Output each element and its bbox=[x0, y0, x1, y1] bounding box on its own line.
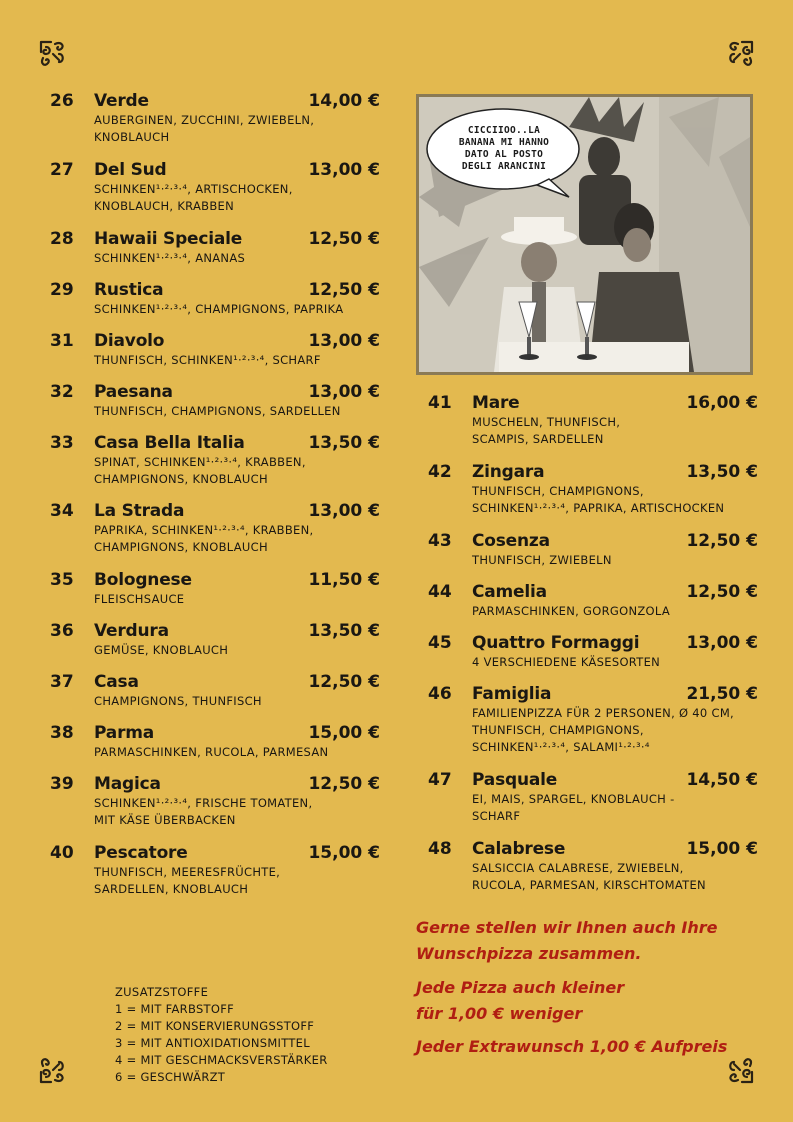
item-description: MUSCHELN, THUNFISCH, SCAMPIS, SARDELLEN bbox=[472, 415, 621, 446]
item-number: 29 bbox=[50, 280, 74, 300]
item-description: SPINAT, SCHINKEN¹·²·³·⁴, KRABBEN, CHAMPIGNONS, KNOBLAUCH bbox=[94, 455, 306, 486]
promo-custom-pizza: Gerne stellen wir Ihnen auch Ihre Wunschpizza zusammen. bbox=[416, 918, 718, 963]
item-name: Cosenza bbox=[472, 531, 550, 551]
item-name: Verdura bbox=[94, 621, 169, 641]
photo bbox=[416, 94, 753, 375]
menu-item bbox=[50, 620, 380, 659]
item-name: Del Sud bbox=[94, 160, 167, 180]
item-description: SCHINKEN¹·²·³·⁴, ARTISCHOCKEN, KNOBLAUCH, KRABBEN bbox=[94, 182, 293, 213]
menu-item bbox=[50, 228, 380, 267]
corner-ornament-icon bbox=[37, 38, 69, 70]
menu-item bbox=[428, 581, 758, 620]
item-price: 12,50 € bbox=[686, 582, 758, 602]
item-name: Pescatore bbox=[94, 843, 188, 863]
menu-item bbox=[428, 392, 758, 448]
menu-item bbox=[50, 381, 380, 420]
menu-item bbox=[428, 632, 758, 671]
promo-smaller-pizza: Jede Pizza auch kleiner für 1,00 € weniger bbox=[416, 978, 625, 1023]
additive-item: 2 = MIT KONSERVIERUNGSSTOFF bbox=[115, 1019, 315, 1033]
item-description: CHAMPIGNONS, THUNFISCH bbox=[94, 694, 262, 708]
item-name: Calabrese bbox=[472, 839, 566, 859]
item-price: 14,00 € bbox=[308, 91, 380, 111]
item-number: 37 bbox=[50, 672, 74, 692]
menu-item bbox=[50, 722, 380, 761]
item-description: AUBERGINEN, ZUCCHINI, ZWIEBELN, KNOBLAUCH bbox=[94, 113, 315, 144]
item-name: La Strada bbox=[94, 501, 185, 521]
item-name: Paesana bbox=[94, 382, 173, 402]
item-description: PARMASCHINKEN, GORGONZOLA bbox=[472, 604, 671, 618]
item-description: 4 VERSCHIEDENE KÄSESORTEN bbox=[472, 655, 661, 669]
menu-item bbox=[50, 159, 380, 215]
item-number: 40 bbox=[50, 843, 74, 863]
item-price: 13,00 € bbox=[308, 331, 380, 351]
menu-item bbox=[428, 838, 758, 894]
menu-item bbox=[428, 530, 758, 569]
item-name: Casa Bella Italia bbox=[94, 433, 245, 453]
item-price: 21,50 € bbox=[686, 684, 758, 704]
item-description: FAMILIENPIZZA FÜR 2 PERSONEN, Ø 40 CM, THUNFISCH, CHAMPIGNONS, SCHINKEN¹·²·³·⁴, SALAMI¹·²·³·⁴ bbox=[472, 706, 734, 754]
item-price: 12,50 € bbox=[308, 280, 380, 300]
item-price: 13,50 € bbox=[308, 433, 380, 453]
menu-item bbox=[50, 671, 380, 710]
item-number: 39 bbox=[50, 774, 74, 794]
item-price: 15,00 € bbox=[686, 839, 758, 859]
item-price: 14,50 € bbox=[686, 770, 758, 790]
item-description: SCHINKEN¹·²·³·⁴, ANANAS bbox=[94, 251, 246, 265]
item-price: 13,00 € bbox=[686, 633, 758, 653]
item-number: 32 bbox=[50, 382, 74, 402]
item-price: 13,00 € bbox=[308, 160, 380, 180]
item-number: 43 bbox=[428, 531, 452, 551]
item-number: 27 bbox=[50, 160, 74, 180]
menu-item bbox=[50, 90, 380, 146]
item-name: Hawaii Speciale bbox=[94, 229, 243, 249]
item-price: 12,50 € bbox=[308, 229, 380, 249]
item-price: 15,00 € bbox=[308, 723, 380, 743]
item-number: 48 bbox=[428, 839, 452, 859]
item-number: 45 bbox=[428, 633, 452, 653]
menu-item bbox=[428, 769, 758, 825]
item-number: 31 bbox=[50, 331, 74, 351]
item-description: THUNFISCH, MEERESFRÜCHTE, SARDELLEN, KNOBLAUCH bbox=[94, 865, 281, 896]
additive-item: 1 = MIT FARBSTOFF bbox=[115, 1002, 235, 1016]
item-name: Mare bbox=[472, 393, 520, 413]
item-description: FLEISCHSAUCE bbox=[94, 592, 185, 606]
item-name: Rustica bbox=[94, 280, 164, 300]
item-price: 16,00 € bbox=[686, 393, 758, 413]
item-number: 41 bbox=[428, 393, 452, 413]
item-description: EI, MAIS, SPARGEL, KNOBLAUCH - SCHARF bbox=[472, 792, 675, 823]
item-name: Magica bbox=[94, 774, 161, 794]
item-name: Parma bbox=[94, 723, 155, 743]
speech-bubble-text: CICCIIOO..LA BANANA MI HANNO DATO AL POSTO DEGLI ARANCINI bbox=[458, 125, 550, 172]
additives-legend bbox=[115, 984, 395, 1086]
item-number: 26 bbox=[50, 91, 74, 111]
menu-column-left bbox=[50, 90, 380, 898]
menu-item bbox=[428, 461, 758, 517]
item-number: 42 bbox=[428, 462, 452, 482]
item-price: 13,00 € bbox=[308, 382, 380, 402]
item-number: 47 bbox=[428, 770, 452, 790]
item-name: Famiglia bbox=[472, 684, 552, 704]
item-price: 11,50 € bbox=[308, 570, 380, 590]
item-price: 13,50 € bbox=[686, 462, 758, 482]
item-description: THUNFISCH, SCHINKEN¹·²·³·⁴, SCHARF bbox=[94, 353, 321, 367]
item-price: 15,00 € bbox=[308, 843, 380, 863]
menu-item bbox=[428, 683, 758, 756]
item-name: Zingara bbox=[472, 462, 545, 482]
item-description: THUNFISCH, CHAMPIGNONS, SARDELLEN bbox=[94, 404, 341, 418]
item-description: SCHINKEN¹·²·³·⁴, CHAMPIGNONS, PAPRIKA bbox=[94, 302, 344, 316]
menu-item bbox=[50, 432, 380, 488]
item-name: Verde bbox=[94, 91, 149, 111]
item-number: 38 bbox=[50, 723, 74, 743]
promo-extra-wish: Jeder Extrawunsch 1,00 € Aufpreis bbox=[416, 1037, 728, 1056]
item-number: 33 bbox=[50, 433, 74, 453]
item-name: Diavolo bbox=[94, 331, 165, 351]
item-description: SCHINKEN¹·²·³·⁴, FRISCHE TOMATEN, MIT KÄSE ÜBERBACKEN bbox=[94, 796, 313, 827]
menu-column-right bbox=[428, 392, 758, 894]
additive-item: 3 = MIT ANTIOXIDATIONSMITTEL bbox=[115, 1036, 310, 1050]
additive-item: 4 = MIT GESCHMACKSVERSTÄRKER bbox=[115, 1053, 328, 1067]
item-price: 13,50 € bbox=[308, 621, 380, 641]
item-price: 12,50 € bbox=[308, 672, 380, 692]
item-description: PAPRIKA, SCHINKEN¹·²·³·⁴, KRABBEN, CHAMPIGNONS, KNOBLAUCH bbox=[94, 523, 314, 554]
item-name: Camelia bbox=[472, 582, 547, 602]
menu-item bbox=[50, 330, 380, 369]
item-name: Bolognese bbox=[94, 570, 192, 590]
menu-item bbox=[50, 500, 380, 556]
item-price: 12,50 € bbox=[686, 531, 758, 551]
item-number: 34 bbox=[50, 501, 74, 521]
menu-item bbox=[50, 842, 380, 898]
corner-ornament-icon bbox=[37, 1054, 69, 1086]
additive-item: 6 = GESCHWÄRZT bbox=[115, 1070, 226, 1084]
item-number: 35 bbox=[50, 570, 74, 590]
item-description: THUNFISCH, CHAMPIGNONS, SCHINKEN¹·²·³·⁴, PAPRIKA, ARTISCHOCKEN bbox=[472, 484, 725, 515]
item-price: 12,50 € bbox=[308, 774, 380, 794]
item-description: SALSICCIA CALABRESE, ZWIEBELN, RUCOLA, PARMESAN, KIRSCHTOMATEN bbox=[472, 861, 706, 892]
item-name: Pasquale bbox=[472, 770, 558, 790]
additives-title: ZUSATZSTOFFE bbox=[115, 985, 209, 999]
corner-ornament-icon bbox=[724, 38, 756, 70]
item-price: 13,00 € bbox=[308, 501, 380, 521]
item-number: 44 bbox=[428, 582, 452, 602]
item-description: THUNFISCH, ZWIEBELN bbox=[472, 553, 612, 567]
item-name: Casa bbox=[94, 672, 139, 692]
item-description: GEMÜSE, KNOBLAUCH bbox=[94, 643, 229, 657]
menu-item bbox=[50, 773, 380, 829]
menu-item bbox=[50, 569, 380, 608]
item-number: 36 bbox=[50, 621, 74, 641]
item-number: 46 bbox=[428, 684, 452, 704]
item-name: Quattro Formaggi bbox=[472, 633, 640, 653]
item-number: 28 bbox=[50, 229, 74, 249]
menu-item bbox=[50, 279, 380, 318]
item-description: PARMASCHINKEN, RUCOLA, PARMESAN bbox=[94, 745, 329, 759]
